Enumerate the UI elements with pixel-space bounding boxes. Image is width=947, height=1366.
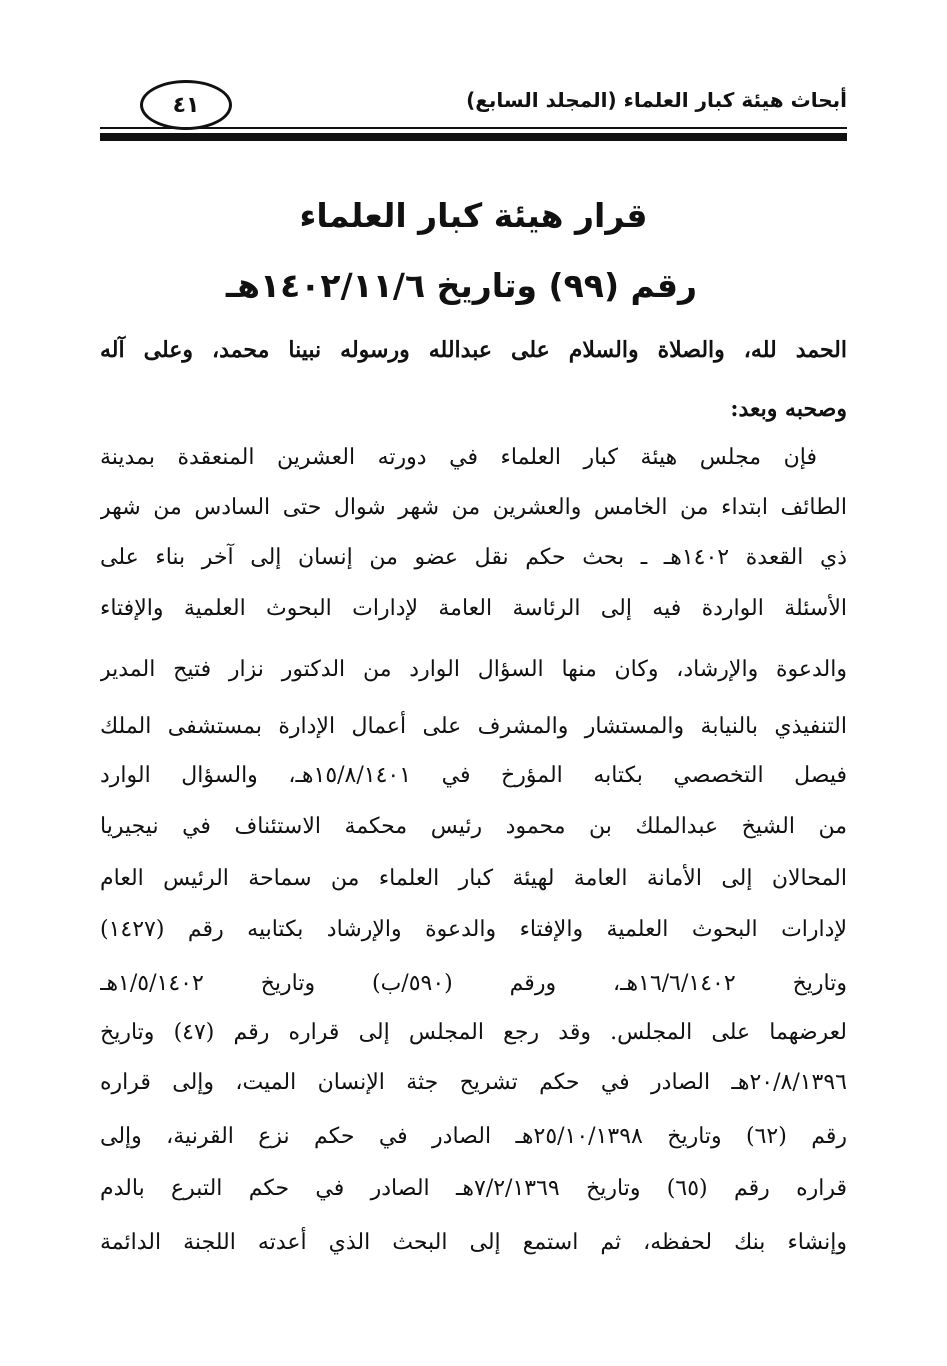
body-line-16: رقم (٦٢) وتاريخ ٢٥/١٠/١٣٩٨هـ الصادر في حكم نزع القرنية، وإلى — [100, 1124, 847, 1149]
decision-title: قرار هيئة كبار العلماء — [299, 196, 648, 235]
body-line-5: ذي القعدة ١٤٠٢هـ ـ بحث حكم نقل عضو من إنسان إلى آخر بناء على — [100, 545, 847, 570]
body-line-1: الحمد لله، والصلاة والسلام على عبدالله ورسوله نبينا محمد، وعلى آله — [100, 337, 847, 363]
body-line-17: قراره رقم (٦٥) وتاريخ ٧/٢/١٣٦٩هـ الصادر في حكم التبرع بالدم — [100, 1176, 847, 1201]
body-line-18: وإنشاء بنك لحفظه، ثم استمع إلى البحث الذي أعدته اللجنة الدائمة — [100, 1230, 847, 1255]
body-line-9: فيصل التخصصي بكتابه المؤرخ في ١٥/٨/١٤٠١هـ، والسؤال الوارد — [100, 763, 847, 788]
running-header-title: أبحاث هيئة كبار العلماء (المجلد السابع) — [466, 88, 847, 112]
body-line-4: الطائف ابتداء من الخامس والعشرين من شهر شوال حتى السادس من شهر — [100, 495, 847, 520]
body-line-2: وصحبه وبعد: — [730, 396, 847, 422]
body-line-14: لعرضهما على المجلس. وقد رجع المجلس إلى قراره رقم (٤٧) وتاريخ — [100, 1020, 847, 1045]
body-line-13: وتاريخ ١٦/٦/١٤٠٢هـ، ورقم (٥٩٠/ب) وتاريخ ١/٥/١٤٠٢هـ — [100, 971, 847, 996]
body-line-11: المحالان إلى الأمانة العامة لهيئة كبار العلماء من سماحة الرئيس العام — [100, 866, 847, 891]
header-rule-thin — [100, 127, 847, 129]
body-line-3: فإن مجلس هيئة كبار العلماء في دورته العشرين المنعقدة بمدينة — [100, 445, 817, 470]
body-line-7: والدعوة والإرشاد، وكان منها السؤال الوارد من الدكتور نزار فتيح المدير — [100, 657, 847, 682]
page-number: ٤١ — [140, 80, 232, 130]
header-rule-thick — [100, 133, 847, 141]
body-line-8: التنفيذي بالنيابة والمستشار والمشرف على أعمال الإدارة بمستشفى الملك — [100, 714, 847, 739]
body-line-12: لإدارات البحوث العلمية والإفتاء والدعوة والإرشاد بكتابيه رقم (١٤٢٧) — [100, 917, 847, 942]
decision-number-date: رقم (٩٩) وتاريخ ١٤٠٢/١١/٦هـ — [225, 266, 697, 305]
body-line-6: الأسئلة الواردة فيه إلى الرئاسة العامة لإدارات البحوث العلمية والإفتاء — [100, 596, 847, 621]
body-line-15: ٢٠/٨/١٣٩٦هـ الصادر في حكم تشريح جثة الإنسان الميت، وإلى قراره — [100, 1070, 847, 1095]
body-line-10: من الشيخ عبدالملك بن محمود رئيس محكمة الاستئناف في نيجيريا — [100, 814, 847, 839]
